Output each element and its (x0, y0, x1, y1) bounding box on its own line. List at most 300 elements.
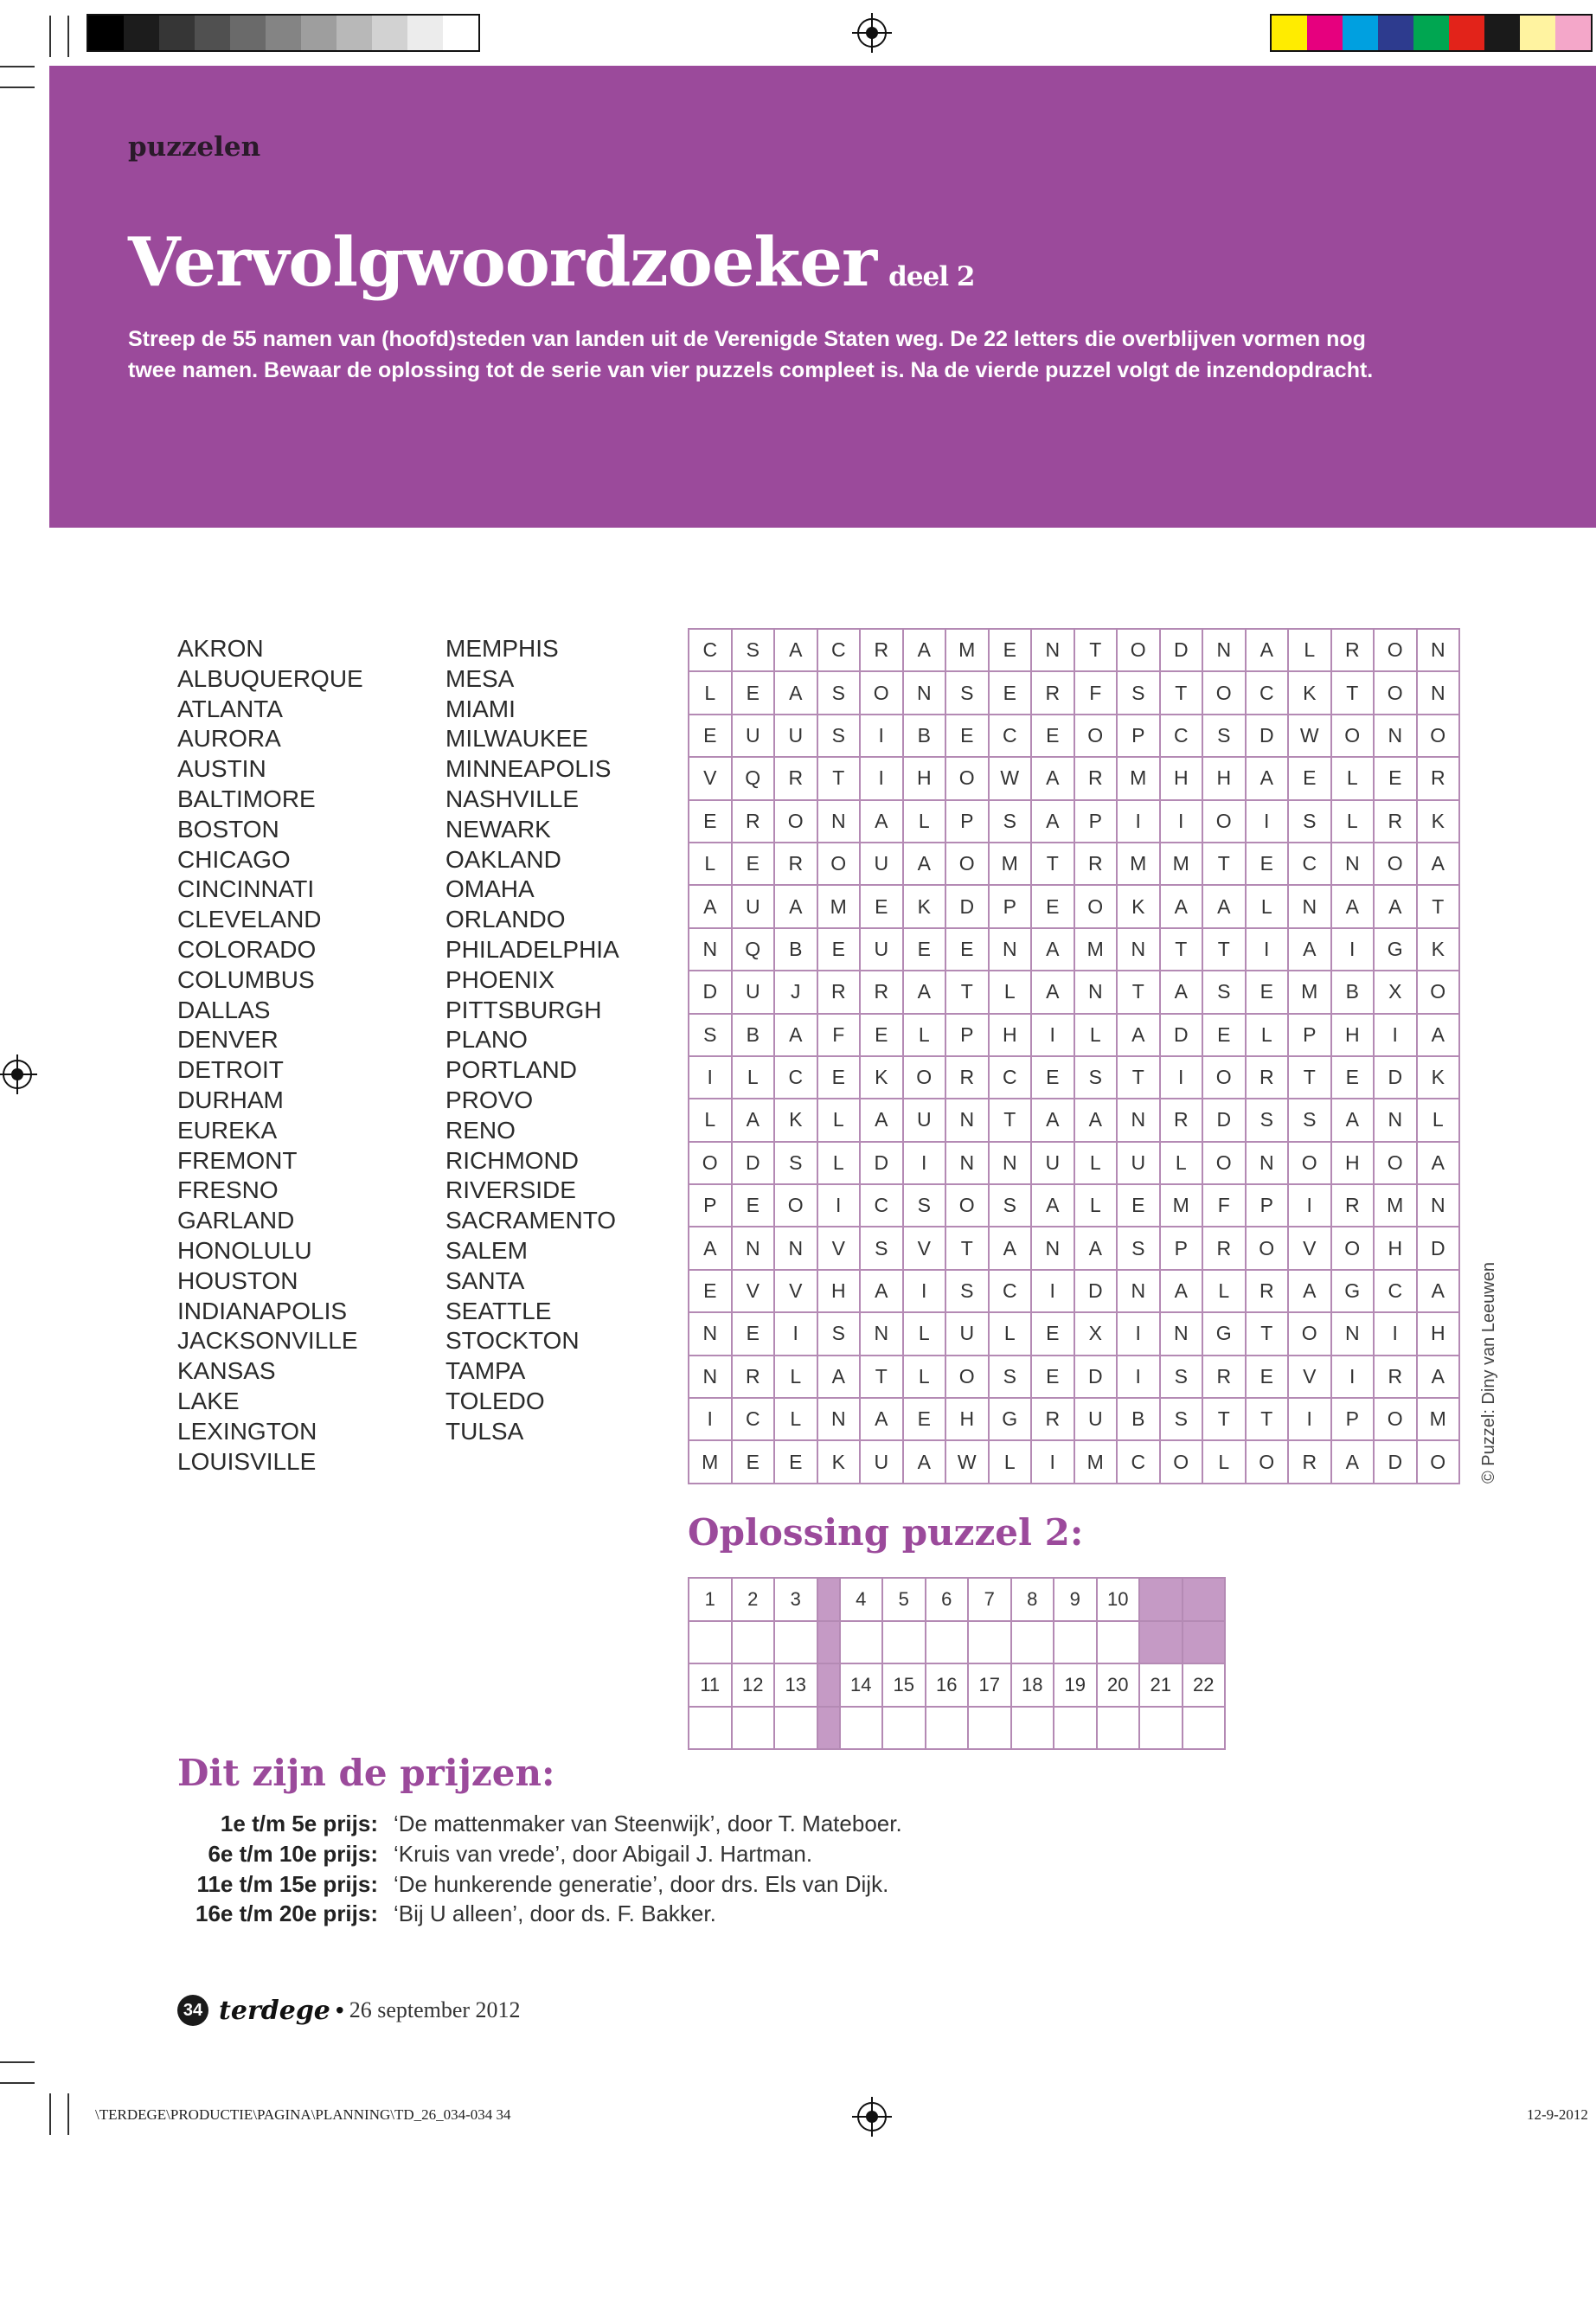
grayscale-swatch (407, 16, 443, 50)
solution-number-cell[interactable]: 11 (689, 1663, 732, 1707)
grid-letter-cell: P (1160, 1227, 1203, 1269)
solution-answer-cell[interactable] (732, 1621, 775, 1664)
word-list-item: OMAHA (445, 875, 535, 903)
grid-letter-cell: O (1202, 800, 1246, 843)
crop-mark (49, 16, 51, 57)
word-list-item: LEXINGTON (177, 1417, 317, 1445)
solution-answer-cell[interactable] (968, 1621, 1011, 1664)
color-swatch (1343, 16, 1378, 50)
word-list-item: COLORADO (177, 935, 317, 963)
grid-letter-cell: M (1160, 1184, 1203, 1227)
grid-letter-cell: A (1417, 843, 1460, 885)
grayscale-swatch (159, 16, 195, 50)
grid-letter-cell: N (1417, 1184, 1460, 1227)
grid-letter-cell: A (860, 1099, 903, 1141)
prize-label: 6e t/m 10e prijs: (208, 1840, 378, 1867)
grid-letter-cell: N (1031, 1227, 1074, 1269)
grid-letter-cell: B (732, 1014, 775, 1056)
solution-number-cell[interactable]: 13 (774, 1663, 817, 1707)
word-list-item: HOUSTON (177, 1266, 298, 1294)
solution-answer-cell[interactable] (1183, 1707, 1226, 1750)
grid-letter-cell: H (1202, 757, 1246, 799)
grid-letter-cell: P (1246, 1184, 1289, 1227)
word-list-item: CLEVELAND (177, 906, 322, 933)
word-list-item: STOCKTON (445, 1327, 580, 1355)
grid-letter-cell: L (689, 1099, 732, 1141)
word-list-item: TOLEDO (445, 1387, 545, 1414)
title-text: Vervolgwoordzoeker (128, 223, 877, 302)
grid-letter-cell: M (1074, 928, 1118, 971)
solution-answer-cell[interactable] (732, 1707, 775, 1750)
prize-item (147, 1899, 902, 1929)
grid-letter-cell: A (1246, 757, 1289, 799)
grid-letter-cell: H (1160, 757, 1203, 799)
grid-letter-cell: O (1374, 671, 1417, 714)
solution-answer-cell[interactable] (1011, 1621, 1054, 1664)
grid-letter-cell: E (860, 1014, 903, 1056)
grid-letter-cell: E (1031, 1356, 1074, 1398)
grid-letter-cell: P (1288, 1014, 1331, 1056)
word-list-item: OAKLAND (445, 845, 561, 873)
word-list-item: MILWAUKEE (445, 725, 588, 753)
solution-answer-cell[interactable] (1097, 1707, 1140, 1750)
grid-row (689, 1270, 1459, 1312)
grid-letter-cell: A (903, 1440, 946, 1483)
word-list-item: PHILADELPHIA (445, 935, 619, 963)
crop-mark (67, 16, 69, 57)
grid-letter-cell: P (945, 1014, 989, 1056)
word-list-item: BALTIMORE (177, 785, 316, 812)
grayscale-swatch (266, 16, 301, 50)
grid-letter-cell: L (1202, 1270, 1246, 1312)
grid-letter-cell: S (989, 800, 1032, 843)
word-list-col2 (445, 634, 619, 1447)
crop-mark (67, 2093, 69, 2135)
grid-letter-cell: O (1417, 971, 1460, 1013)
grid-letter-cell: V (1288, 1356, 1331, 1398)
grid-letter-cell: K (1417, 1056, 1460, 1099)
registration-mark-icon (857, 2102, 887, 2131)
solution-answer-cell[interactable] (689, 1707, 732, 1750)
color-calibration-bar (1270, 14, 1593, 52)
crop-mark (49, 2093, 51, 2135)
grid-row (689, 757, 1459, 799)
solution-answer-cell[interactable] (882, 1707, 926, 1750)
grid-letter-cell: S (774, 1142, 817, 1184)
grid-letter-cell: M (689, 1440, 732, 1483)
grid-letter-cell: O (1160, 1440, 1203, 1483)
grid-letter-cell: F (1074, 671, 1118, 714)
grid-letter-cell: I (1031, 1270, 1074, 1312)
grid-letter-cell: C (774, 1056, 817, 1099)
solution-answer-cell[interactable] (926, 1707, 969, 1750)
grid-letter-cell: O (1374, 629, 1417, 671)
grid-letter-cell: D (1246, 715, 1289, 757)
word-list-item: PLANO (445, 1026, 528, 1054)
grid-letter-cell: E (732, 671, 775, 714)
grid-letter-cell: E (1202, 1014, 1246, 1056)
word-search-grid (688, 628, 1460, 1484)
grid-letter-cell: I (689, 1056, 732, 1099)
word-list-item: DALLAS (177, 996, 271, 1023)
grid-letter-cell: I (903, 1142, 946, 1184)
word-list-item: PORTLAND (445, 1056, 577, 1084)
word-list-item: FREMONT (177, 1146, 298, 1174)
grid-letter-cell: T (1202, 843, 1246, 885)
grid-letter-cell: M (1117, 757, 1160, 799)
solution-answer-cell[interactable] (926, 1621, 969, 1664)
word-list-item: CHICAGO (177, 845, 291, 873)
crop-mark (0, 66, 35, 67)
grid-row (689, 1440, 1459, 1483)
word-list-item: ALBUQUERQUE (177, 664, 363, 692)
word-list-item: TULSA (445, 1417, 524, 1445)
solution-number-cell[interactable]: 17 (968, 1663, 1011, 1707)
grid-row (689, 715, 1459, 757)
grid-letter-cell: O (1331, 1227, 1375, 1269)
grid-letter-cell: T (1288, 1056, 1331, 1099)
grid-letter-cell: A (1117, 1014, 1160, 1056)
solution-number-cell[interactable]: 12 (732, 1663, 775, 1707)
grid-letter-cell: I (1288, 1398, 1331, 1440)
grid-letter-cell: A (689, 885, 732, 927)
grid-letter-cell: L (1246, 885, 1289, 927)
grid-letter-cell: U (774, 715, 817, 757)
grid-letter-cell: N (1331, 843, 1375, 885)
grid-letter-cell: M (1117, 843, 1160, 885)
grid-letter-cell: L (1246, 1014, 1289, 1056)
grid-letter-cell: L (1417, 1099, 1460, 1141)
grid-letter-cell: A (1331, 1440, 1375, 1483)
grid-letter-cell: R (1160, 1099, 1203, 1141)
solution-number-cell[interactable]: 22 (1183, 1663, 1226, 1707)
grid-letter-cell: R (774, 843, 817, 885)
solution-shaded-cell (817, 1578, 840, 1621)
grid-letter-cell: T (1117, 1056, 1160, 1099)
grid-letter-cell: E (732, 1440, 775, 1483)
grid-letter-cell: O (945, 843, 989, 885)
grid-letter-cell: T (1202, 1398, 1246, 1440)
grid-letter-cell: A (1031, 757, 1074, 799)
grid-letter-cell: A (1031, 1099, 1074, 1141)
word-list-item: AUSTIN (177, 755, 266, 783)
grid-letter-cell: O (689, 1142, 732, 1184)
grid-letter-cell: S (1288, 800, 1331, 843)
grid-letter-cell: R (1246, 1056, 1289, 1099)
solution-number-cell[interactable]: 2 (732, 1578, 775, 1621)
grid-letter-cell: L (1074, 1014, 1118, 1056)
grid-letter-cell: A (1246, 629, 1289, 671)
grid-letter-cell: E (945, 715, 989, 757)
solution-answer-cell[interactable] (1011, 1707, 1054, 1750)
grid-letter-cell: C (989, 715, 1032, 757)
grid-letter-cell: B (774, 928, 817, 971)
grid-letter-cell: P (1074, 800, 1118, 843)
grid-letter-cell: V (689, 757, 732, 799)
prize-value: ‘Bij U alleen’, door ds. F. Bakker. (394, 1900, 716, 1927)
grid-letter-cell: N (1246, 1142, 1289, 1184)
word-list-item: PROVO (445, 1086, 534, 1113)
grid-letter-cell: R (732, 1356, 775, 1398)
word-list-item: DENVER (177, 1026, 279, 1054)
grid-letter-cell: I (1160, 800, 1203, 843)
grid-letter-cell: H (817, 1270, 861, 1312)
grid-letter-cell: U (1074, 1398, 1118, 1440)
prize-item (147, 1809, 902, 1839)
grid-letter-cell: E (1288, 757, 1331, 799)
grid-letter-cell: O (903, 1056, 946, 1099)
word-list-item: HONOLULU (177, 1236, 312, 1264)
solution-number-cell[interactable]: 7 (968, 1578, 1011, 1621)
grid-letter-cell: M (1417, 1398, 1460, 1440)
word-list-item: JACKSONVILLE (177, 1327, 358, 1355)
grid-letter-cell: A (1160, 1270, 1203, 1312)
grid-row (689, 971, 1459, 1013)
issue-date: 26 september 2012 (349, 1997, 521, 2022)
grid-letter-cell: T (1160, 928, 1203, 971)
grayscale-calibration-bar (87, 14, 480, 52)
grid-letter-cell: A (903, 843, 946, 885)
prize-label: 11e t/m 15e prijs: (196, 1870, 378, 1897)
grid-letter-cell: S (945, 1270, 989, 1312)
grid-letter-cell: H (1417, 1312, 1460, 1355)
grid-letter-cell: E (732, 1312, 775, 1355)
registration-mark-icon (857, 18, 887, 48)
grid-letter-cell: A (774, 1014, 817, 1056)
grid-letter-cell: R (1031, 1398, 1074, 1440)
grid-letter-cell: O (1202, 1142, 1246, 1184)
grid-letter-cell: T (1117, 971, 1160, 1013)
grid-letter-cell: R (1031, 671, 1074, 714)
grid-row (689, 1227, 1459, 1269)
grid-letter-cell: C (1374, 1270, 1417, 1312)
grid-row (689, 671, 1459, 714)
grid-letter-cell: U (945, 1312, 989, 1355)
solution-number-cell[interactable]: 16 (926, 1663, 969, 1707)
solution-shaded-cell (817, 1621, 840, 1664)
grid-letter-cell: G (1331, 1270, 1375, 1312)
solution-number-cell[interactable]: 8 (1011, 1578, 1054, 1621)
grid-letter-cell: L (689, 671, 732, 714)
word-list-item: NASHVILLE (445, 785, 580, 812)
grid-letter-cell: L (689, 843, 732, 885)
grid-letter-cell: P (1117, 715, 1160, 757)
word-list-item: MINNEAPOLIS (445, 755, 612, 783)
prizes-title: Dit zijn de prijzen: (177, 1752, 555, 1794)
grid-letter-cell: P (989, 885, 1032, 927)
grid-letter-cell: N (817, 800, 861, 843)
grid-letter-cell: T (1031, 843, 1074, 885)
grid-letter-cell: I (1117, 1356, 1160, 1398)
solution-answer-cell[interactable] (1139, 1707, 1183, 1750)
solution-title: Oplossing puzzel 2: (688, 1511, 1084, 1554)
solution-answer-cell[interactable] (968, 1707, 1011, 1750)
color-swatch (1555, 16, 1591, 50)
grid-letter-cell: E (945, 928, 989, 971)
grid-letter-cell: E (1246, 843, 1289, 885)
word-list-item: DURHAM (177, 1086, 284, 1113)
grid-letter-cell: N (1202, 629, 1246, 671)
grid-letter-cell: I (774, 1312, 817, 1355)
grid-letter-cell: N (1374, 1099, 1417, 1141)
grid-letter-cell: D (1202, 1099, 1246, 1141)
word-list-item: LOUISVILLE (177, 1447, 317, 1475)
word-list-item: KANSAS (177, 1357, 276, 1385)
grid-letter-cell: I (689, 1398, 732, 1440)
grid-letter-cell: C (989, 1270, 1032, 1312)
solution-grid (688, 1577, 1226, 1750)
footer-separator: • (335, 1997, 344, 2023)
grid-letter-cell: E (732, 1184, 775, 1227)
solution-number-cell[interactable]: 4 (840, 1578, 883, 1621)
solution-number-cell[interactable]: 10 (1097, 1578, 1140, 1621)
crop-mark (0, 87, 35, 88)
grid-letter-cell: H (989, 1014, 1032, 1056)
solution-answer-cell[interactable] (840, 1621, 883, 1664)
grid-letter-cell: L (817, 1142, 861, 1184)
grid-letter-cell: E (689, 800, 732, 843)
solution-answer-cell[interactable] (1097, 1621, 1140, 1664)
grid-letter-cell: U (732, 885, 775, 927)
grid-letter-cell: N (1417, 629, 1460, 671)
grid-letter-cell: A (860, 1398, 903, 1440)
grid-letter-cell: X (1074, 1312, 1118, 1355)
grid-letter-cell: E (1031, 715, 1074, 757)
grid-letter-cell: M (1160, 843, 1203, 885)
grid-letter-cell: N (945, 1099, 989, 1141)
grid-letter-cell: A (860, 1270, 903, 1312)
grid-row (689, 1184, 1459, 1227)
grid-letter-cell: A (774, 885, 817, 927)
grid-letter-cell: C (1160, 715, 1203, 757)
grid-letter-cell: C (732, 1398, 775, 1440)
grid-letter-cell: E (1031, 1312, 1074, 1355)
word-list-item: RENO (445, 1116, 516, 1144)
solution-answer-cell[interactable] (882, 1621, 926, 1664)
solution-number-cell[interactable]: 18 (1011, 1663, 1054, 1707)
solution-number-cell[interactable]: 9 (1054, 1578, 1097, 1621)
grid-letter-cell: R (732, 800, 775, 843)
grid-letter-cell: F (1202, 1184, 1246, 1227)
solution-answer-cell[interactable] (774, 1621, 817, 1664)
solution-answer-cell[interactable] (840, 1707, 883, 1750)
grid-letter-cell: U (860, 1440, 903, 1483)
grid-letter-cell: S (1074, 1056, 1118, 1099)
grid-letter-cell: N (860, 1312, 903, 1355)
page-title (128, 223, 974, 302)
grid-letter-cell: E (1117, 1184, 1160, 1227)
grid-letter-cell: K (1117, 885, 1160, 927)
solution-number-cell[interactable]: 20 (1097, 1663, 1140, 1707)
solution-number-cell[interactable]: 19 (1054, 1663, 1097, 1707)
grid-letter-cell: I (1374, 1014, 1417, 1056)
grid-letter-cell: D (945, 885, 989, 927)
grid-letter-cell: G (1202, 1312, 1246, 1355)
grid-letter-cell: A (1331, 1099, 1375, 1141)
grid-letter-cell: A (1031, 1184, 1074, 1227)
grid-letter-cell: N (689, 928, 732, 971)
word-list-item: LAKE (177, 1387, 240, 1414)
grid-letter-cell: A (1202, 885, 1246, 927)
grid-letter-cell: N (903, 671, 946, 714)
solution-answer-cell[interactable] (689, 1621, 732, 1664)
word-list-item: RICHMOND (445, 1146, 579, 1174)
grid-letter-cell: M (1374, 1184, 1417, 1227)
grid-letter-cell: V (817, 1227, 861, 1269)
grid-letter-cell: W (945, 1440, 989, 1483)
word-list-item: DETROIT (177, 1056, 284, 1084)
solution-number-cell[interactable]: 14 (840, 1663, 883, 1707)
word-list-item: ATLANTA (177, 695, 283, 722)
solution-shaded-cell (1183, 1621, 1226, 1664)
grid-letter-cell: N (1331, 1312, 1375, 1355)
grid-letter-cell: L (903, 800, 946, 843)
word-list-item: SANTA (445, 1266, 525, 1294)
grid-letter-cell: A (1417, 1014, 1460, 1056)
solution-number-cell[interactable]: 15 (882, 1663, 926, 1707)
grid-letter-cell: T (945, 971, 989, 1013)
solution-answer-cell[interactable] (774, 1707, 817, 1750)
grid-letter-cell: O (1074, 715, 1118, 757)
grid-letter-cell: E (1031, 1056, 1074, 1099)
grid-letter-cell: L (903, 1312, 946, 1355)
grid-letter-cell: N (989, 1142, 1032, 1184)
grid-letter-cell: O (817, 843, 861, 885)
solution-answer-cell[interactable] (1054, 1707, 1097, 1750)
grid-letter-cell: R (1288, 1440, 1331, 1483)
word-list-item: ORLANDO (445, 906, 566, 933)
grid-letter-cell: K (1417, 800, 1460, 843)
grid-letter-cell: W (989, 757, 1032, 799)
grid-letter-cell: S (989, 1356, 1032, 1398)
grid-letter-cell: K (860, 1056, 903, 1099)
grid-letter-cell: E (774, 1440, 817, 1483)
solution-number-cell[interactable]: 6 (926, 1578, 969, 1621)
grid-letter-cell: U (860, 843, 903, 885)
grid-letter-cell: L (1160, 1142, 1203, 1184)
grid-letter-cell: L (1074, 1142, 1118, 1184)
grid-letter-cell: K (1288, 671, 1331, 714)
grid-letter-cell: C (1117, 1440, 1160, 1483)
grid-letter-cell: A (1031, 928, 1074, 971)
word-list-item: SALEM (445, 1236, 528, 1264)
solution-number-cell[interactable]: 5 (882, 1578, 926, 1621)
solution-number-cell[interactable]: 3 (774, 1578, 817, 1621)
grid-letter-cell: A (817, 1356, 861, 1398)
grid-letter-cell: I (1160, 1056, 1203, 1099)
grid-letter-cell: A (903, 629, 946, 671)
prize-item (147, 1839, 902, 1869)
grid-letter-cell: L (817, 1099, 861, 1141)
solution-answer-cell[interactable] (1054, 1621, 1097, 1664)
grid-letter-cell: O (945, 1356, 989, 1398)
production-slug-date: 12-9-2012 (1527, 2106, 1588, 2123)
grid-letter-cell: E (1246, 1356, 1289, 1398)
grid-letter-cell: I (1331, 928, 1375, 971)
solution-number-cell[interactable]: 21 (1139, 1663, 1183, 1707)
grid-letter-cell: E (1374, 757, 1417, 799)
grid-letter-cell: R (860, 971, 903, 1013)
grid-letter-cell: I (903, 1270, 946, 1312)
grid-letter-cell: N (732, 1227, 775, 1269)
grid-letter-cell: S (1117, 1227, 1160, 1269)
grid-letter-cell: S (817, 715, 861, 757)
grid-letter-cell: E (1031, 885, 1074, 927)
grid-letter-cell: D (1374, 1056, 1417, 1099)
grid-letter-cell: N (1031, 629, 1074, 671)
solution-number-cell[interactable]: 1 (689, 1578, 732, 1621)
grid-letter-cell: R (1331, 629, 1375, 671)
